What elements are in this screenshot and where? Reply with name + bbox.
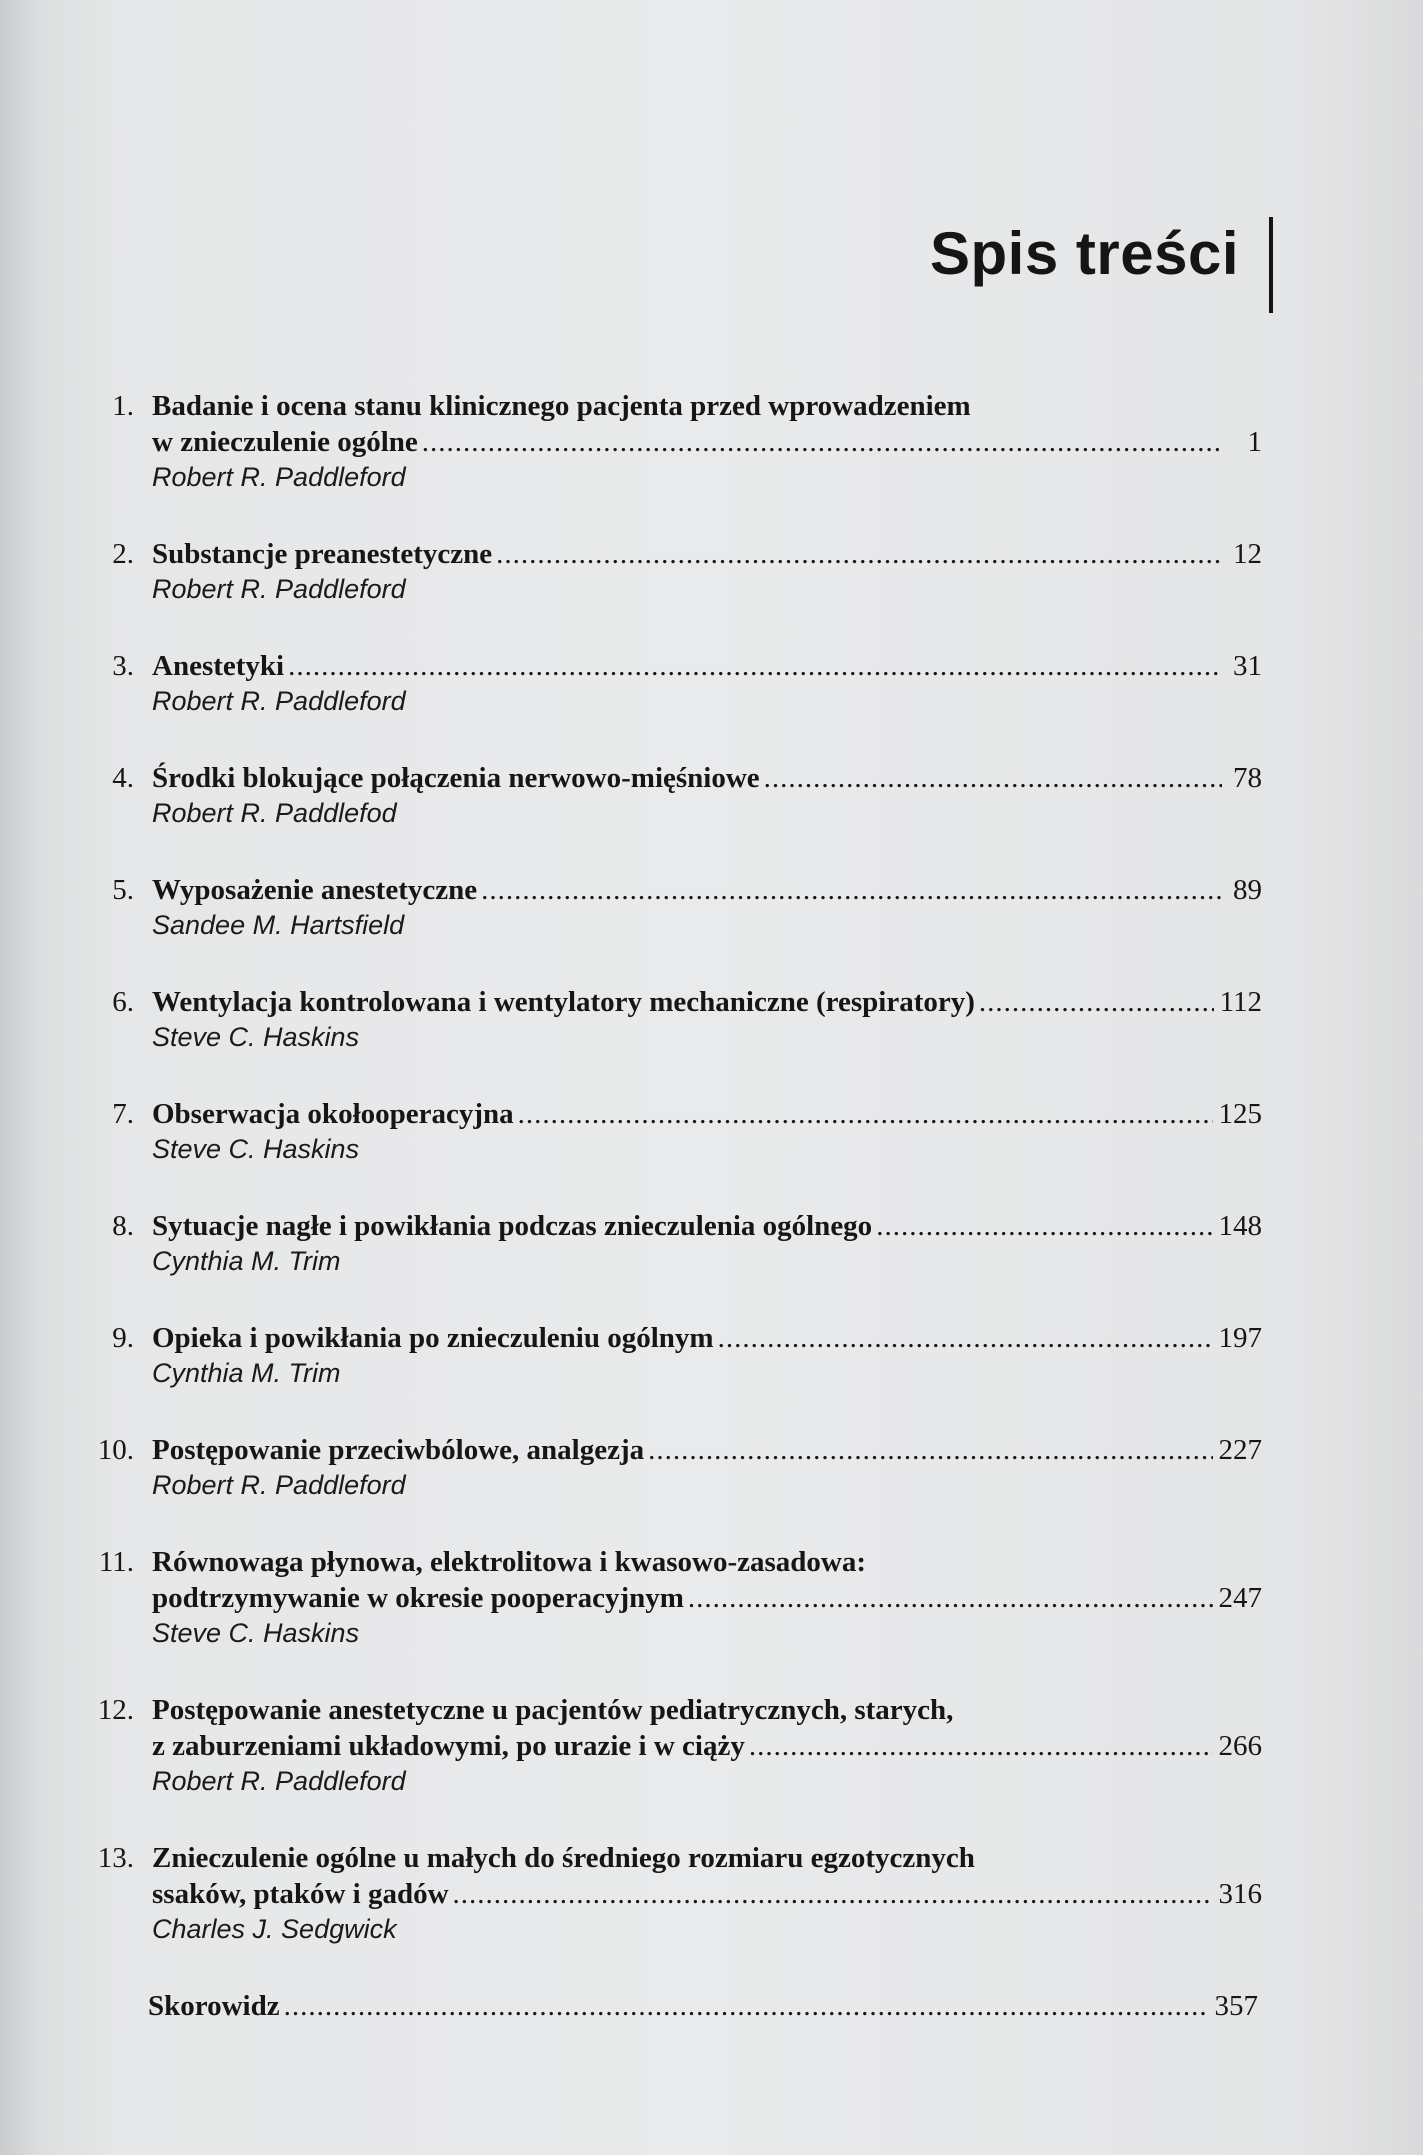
chapter-number: 7. [112,1098,134,1130]
table-of-contents [0,388,1423,2066]
chapter-title: podtrzymywanie w okresie pooperacyjnym [152,1582,684,1614]
page-number: 247 [1218,1582,1262,1614]
page-number: 89 [1233,874,1262,906]
page-number: 78 [1233,762,1262,794]
chapter-author: Robert R. Paddlefod [152,798,397,828]
page-number: 227 [1218,1434,1262,1466]
chapter-author: Robert R. Paddleford [152,574,406,604]
dot-leader [648,1432,1212,1468]
chapter-number: 13. [97,1842,134,1874]
toc-entry-index[interactable] [0,1988,1423,2024]
dot-leader [688,1580,1213,1616]
toc-entry[interactable] [0,1692,1423,1798]
chapter-number: 1. [112,390,134,422]
toc-entry[interactable] [0,1096,1423,1166]
toc-entry[interactable] [0,1544,1423,1650]
chapter-number: 2. [112,538,134,570]
page-number: 31 [1233,650,1262,682]
chapter-number: 6. [112,986,134,1018]
toc-entry[interactable] [0,1840,1423,1946]
chapter-author: Robert R. Paddleford [152,1470,406,1500]
chapter-number: 5. [112,874,134,906]
chapter-number: 10. [97,1434,134,1466]
chapter-title: Anestetyki [152,650,285,682]
chapter-title: Środki blokujące połączenia nerwowo-mięśniowe [152,762,760,794]
toc-entry[interactable] [0,1432,1423,1502]
page-title: Spis treści [930,219,1239,287]
chapter-title: Postępowanie przeciwbólowe, analgezja [152,1434,645,1466]
chapter-author: Charles J. Sedgwick [152,1914,397,1944]
chapter-title: z zaburzeniami układowymi, po urazie i w ciąży [152,1730,745,1762]
chapter-author: Robert R. Paddleford [152,686,406,716]
toc-entry[interactable] [0,1320,1423,1390]
index-label: Skorowidz [148,1990,280,2022]
dot-leader [422,424,1222,460]
chapter-title: Substancje preanestetyczne [152,538,493,570]
chapter-author: Cynthia M. Trim [152,1246,341,1276]
page-number: 357 [1214,1990,1258,2022]
dot-leader [518,1096,1213,1132]
chapter-title: Postępowanie anestetyczne u pacjentów pediatrycznych, starych, [152,1694,954,1726]
page-number: 125 [1218,1098,1262,1130]
dot-leader [764,760,1222,796]
chapter-title: Wyposażenie anestetyczne [152,874,478,906]
chapter-number: 12. [97,1694,134,1726]
chapter-title: Badanie i ocena stanu klinicznego pacjenta przed wprowadzeniem [152,390,971,422]
dot-leader [749,1728,1213,1764]
chapter-author: Steve C. Haskins [152,1134,360,1164]
chapter-title: Znieczulenie ogólne u małych do średniego rozmiaru egzotycznych [152,1842,975,1874]
chapter-author: Cynthia M. Trim [152,1358,341,1388]
title-rule [1269,217,1273,313]
dot-leader [453,1876,1213,1912]
toc-entry[interactable] [0,984,1423,1054]
chapter-title: Równowaga płynowa, elektrolitowa i kwasowo-zasadowa: [152,1546,867,1578]
page-number: 1 [1247,426,1262,458]
chapter-author: Sandee M. Hartsfield [152,910,405,940]
dot-leader [876,1208,1212,1244]
dot-leader [288,648,1222,684]
chapter-title: w znieczulenie ogólne [152,426,418,458]
dot-leader [718,1320,1213,1356]
toc-entry[interactable] [0,388,1423,494]
chapter-title: Wentylacja kontrolowana i wentylatory mechaniczne (respiratory) [152,986,975,1018]
chapter-author: Robert R. Paddleford [152,1766,406,1796]
page-number: 12 [1233,538,1262,570]
title-block [930,205,1273,301]
chapter-number: 4. [112,762,134,794]
chapter-title: Obserwacja okołooperacyjna [152,1098,514,1130]
chapter-number: 8. [112,1210,134,1242]
dot-leader [481,872,1222,908]
dot-leader [496,536,1222,572]
toc-entry[interactable] [0,872,1423,942]
chapter-author: Steve C. Haskins [152,1618,360,1648]
dot-leader [284,1988,1209,2024]
chapter-title: ssaków, ptaków i gadów [152,1878,449,1910]
chapter-author: Steve C. Haskins [152,1022,360,1052]
page-number: 197 [1218,1322,1262,1354]
page-number: 112 [1219,986,1262,1018]
chapter-author: Robert R. Paddleford [152,462,406,492]
dot-leader [979,984,1214,1020]
page-number: 266 [1218,1730,1262,1762]
toc-entry[interactable] [0,536,1423,606]
chapter-title: Sytuacje nagłe i powikłania podczas znieczulenia ogólnego [152,1210,873,1242]
toc-entry[interactable] [0,648,1423,718]
page-number: 316 [1218,1878,1262,1910]
page-number: 148 [1218,1210,1262,1242]
chapter-number: 9. [112,1322,134,1354]
chapter-title: Opieka i powikłania po znieczuleniu ogólnym [152,1322,714,1354]
chapter-number: 11. [98,1546,134,1578]
chapter-number: 3. [112,650,134,682]
toc-entry[interactable] [0,1208,1423,1278]
toc-entry[interactable] [0,760,1423,830]
